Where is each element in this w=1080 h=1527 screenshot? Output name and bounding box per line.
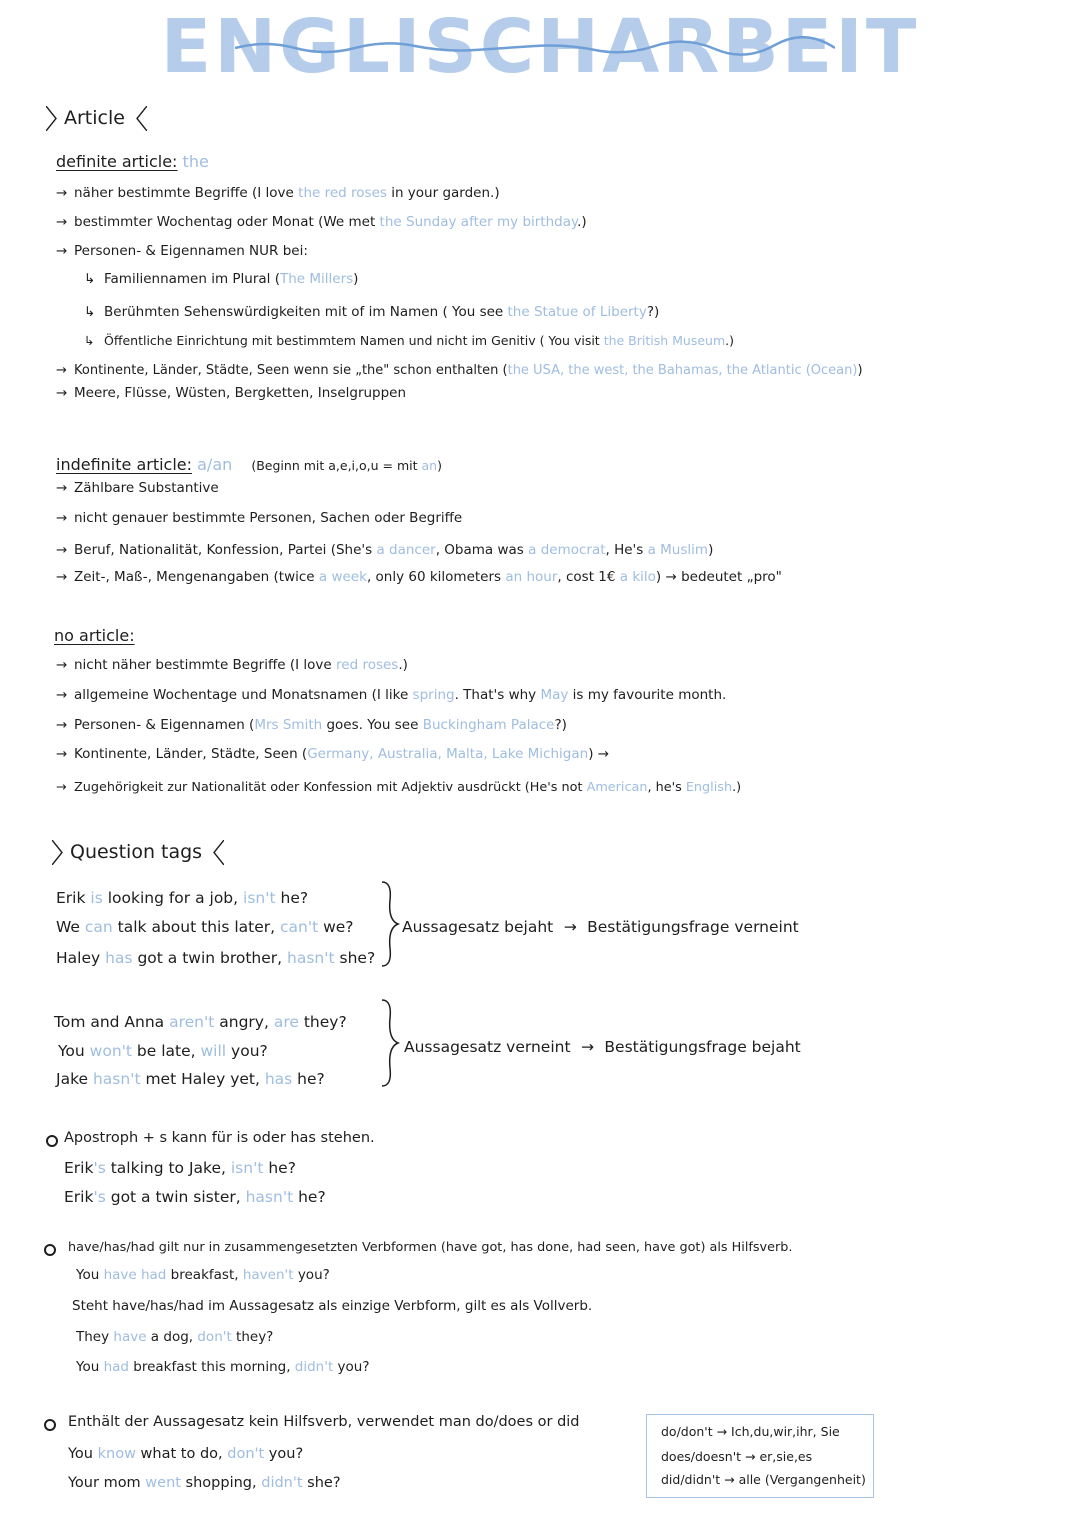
box-line: does/doesn't → er,sie,es (661, 1449, 813, 1464)
rule-text: Steht have/has/had im Aussagesatz als einzige Verbform, gilt es als Vollverb. (72, 1298, 593, 1314)
example-sentence: Erik's got a twin sister, hasn't he? (64, 1188, 326, 1206)
list-item: → Beruf, Nationalität, Konfession, Partei (She's a dancer, Obama was a democrat, He's a Muslim) (56, 542, 714, 558)
list-item: → näher bestimmte Begriffe (I love the red roses in your garden.) (56, 185, 500, 201)
list-item: → Personen- & Eigennamen (Mrs Smith goes. You see Buckingham Palace?) (56, 717, 567, 733)
section-article-label: Article (64, 107, 125, 129)
page-title: ENGLISCHARBEIT (160, 4, 920, 90)
list-item: → allgemeine Wochentage und Monatsnamen (I like spring. That's why May is my favourite month. (56, 687, 727, 703)
list-item: → nicht genauer bestimmte Personen, Sachen oder Begriffe (56, 510, 463, 526)
example-sentence: Jake hasn't met Haley yet, has he? (56, 1070, 325, 1088)
example-sentence: You won't be late, will you? (58, 1042, 268, 1060)
section-question-tags (58, 840, 212, 865)
list-item: ↳ Berühmten Sehenswürdigkeiten mit of im Namen ( You see the Statue of Liberty?) (84, 304, 660, 320)
title-scrawl (235, 36, 835, 66)
list-item: → Zeit-, Maß-, Mengenangaben (twice a week, only 60 kilometers an hour, cost 1€ a kilo) → bedeutet „pro" (56, 569, 782, 585)
list-item: ↳ Familiennamen im Plural (The Millers) (84, 271, 359, 287)
chevron-right-icon (46, 106, 58, 131)
example-sentence: You had breakfast this morning, didn't you? (76, 1359, 370, 1375)
list-item: → nicht näher bestimmte Begriffe (I love red roses.) (56, 657, 408, 673)
chevron-right-icon (52, 840, 64, 865)
curly-brace-icon (378, 880, 400, 968)
example-sentence: Erik's talking to Jake, isn't he? (64, 1159, 296, 1177)
list-item: → Kontinente, Länder, Städte, Seen (Germany, Australia, Malta, Lake Michigan) → (56, 746, 610, 762)
indefinite-article-heading: indefinite article: a/an (Beginn mit a,e,i,o,u = mit an) (56, 455, 442, 474)
section-question-tags-label: Question tags (70, 841, 203, 863)
rule-text: Apostroph + s kann für is oder has stehen. (64, 1130, 375, 1146)
example-sentence: Erik is looking for a job, isn't he? (56, 889, 309, 907)
bullet-circle-icon (46, 1135, 58, 1147)
do-does-did-summary-box (646, 1414, 874, 1498)
list-item: → Meere, Flüsse, Wüsten, Bergketten, Inselgruppen (56, 385, 407, 401)
example-sentence: Tom and Anna aren't angry, are they? (54, 1013, 347, 1031)
list-item: → bestimmter Wochentag oder Monat (We met the Sunday after my birthday.) (56, 214, 587, 230)
example-sentence: Haley has got a twin brother, hasn't she? (56, 949, 376, 967)
no-article-heading: no article: (54, 626, 135, 645)
example-sentence: We can talk about this later, can't we? (56, 918, 354, 936)
example-sentence: Your mom went shopping, didn't she? (68, 1475, 341, 1491)
rule-text: have/has/had gilt nur in zusammengesetzten Verbformen (have got, has done, had seen, have got) als Hilfsverb. (68, 1240, 793, 1255)
bullet-circle-icon (44, 1244, 56, 1256)
rule-text: Enthält der Aussagesatz kein Hilfsverb, verwendet man do/does or did (68, 1414, 580, 1430)
example-sentence: They have a dog, don't they? (76, 1329, 274, 1345)
curly-brace-icon (378, 998, 400, 1088)
list-item: ↳ Öffentliche Einrichtung mit bestimmtem Namen und nicht im Genitiv ( You visit the British Museum.) (84, 333, 735, 348)
list-item: → Zugehörigkeit zur Nationalität oder Konfession mit Adjektiv ausdrückt (He's not American, he's English.) (56, 780, 742, 795)
section-article (52, 106, 135, 131)
box-line: do/don't → Ich,du,wir,ihr, Sie (661, 1424, 840, 1439)
box-line: did/didn't → alle (Vergangenheit) (661, 1472, 866, 1487)
chevron-left-icon (212, 840, 224, 865)
list-item: → Personen- & Eigennamen NUR bei: (56, 243, 308, 259)
list-item: → Zählbare Substantive (56, 480, 219, 496)
rule-text: Aussagesatz verneint → Bestätigungsfrage bejaht (404, 1038, 801, 1056)
example-sentence: You have had breakfast, haven't you? (76, 1267, 330, 1283)
list-item: → Kontinente, Länder, Städte, Seen wenn sie „the" schon enthalten (the USA, the west, the Bahamas, the Atlantic (Ocean)) (56, 363, 863, 378)
rule-text: Aussagesatz bejaht → Bestätigungsfrage verneint (402, 918, 799, 936)
example-sentence: You know what to do, don't you? (68, 1446, 304, 1462)
definite-article-heading: definite article: the (56, 152, 209, 171)
bullet-circle-icon (44, 1419, 56, 1431)
chevron-left-icon (135, 106, 147, 131)
